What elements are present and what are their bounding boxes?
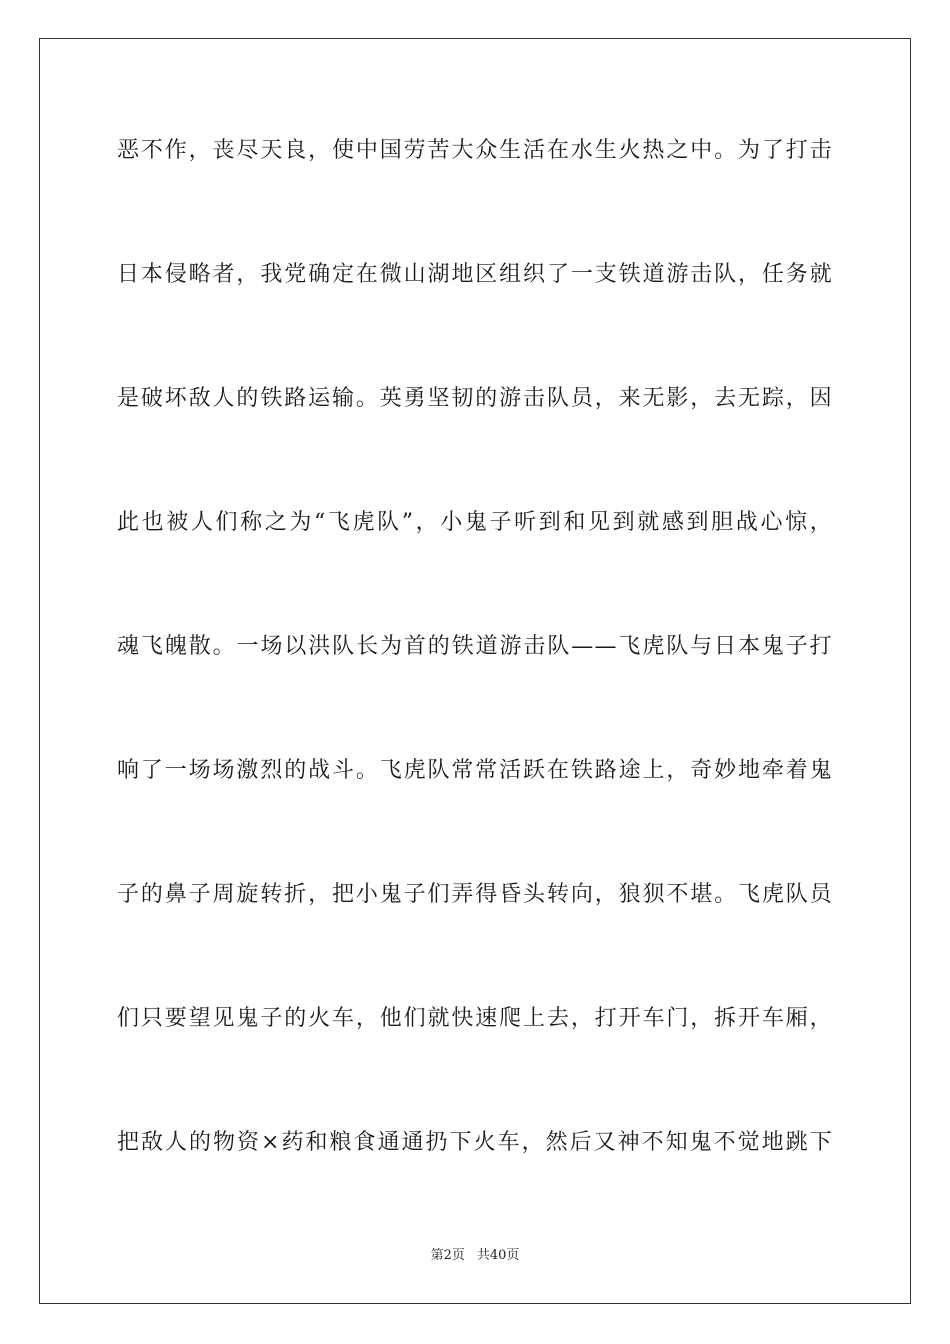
page-number: 第2页	[430, 1248, 465, 1263]
text-line: 日本侵略者，我党确定在微山湖地区组织了一支铁道游击队，任务就	[117, 262, 833, 287]
text-line: 此也被人们称之为“飞虎队”，小鬼子听到和见到就感到胆战心惊，	[117, 510, 833, 535]
text-line: 恶不作，丧尽天良，使中国劳苦大众生活在水生火热之中。为了打击	[117, 138, 833, 163]
text-line: 们只要望见鬼子的火车，他们就快速爬上去，打开车门，拆开车厢，	[117, 1006, 833, 1031]
text-line: 响了一场场激烈的战斗。飞虎队常常活跃在铁路途上，奇妙地牵着鬼	[117, 758, 833, 783]
text-line: 魂飞魄散。一场以洪队长为首的铁道游击队——飞虎队与日本鬼子打	[117, 634, 833, 659]
page-footer	[0, 1247, 950, 1265]
page-total: 共40页	[476, 1248, 520, 1263]
text-line: 子的鼻子周旋转折，把小鬼子们弄得昏头转向，狼狈不堪。飞虎队员	[117, 882, 833, 907]
document-body	[117, 120, 833, 1236]
text-line: 把敌人的物资×药和粮食通通扔下火车，然后又神不知鬼不觉地跳下	[117, 1130, 833, 1155]
text-line: 是破坏敌人的铁路运输。英勇坚韧的游击队员，来无影，去无踪，因	[117, 386, 833, 411]
